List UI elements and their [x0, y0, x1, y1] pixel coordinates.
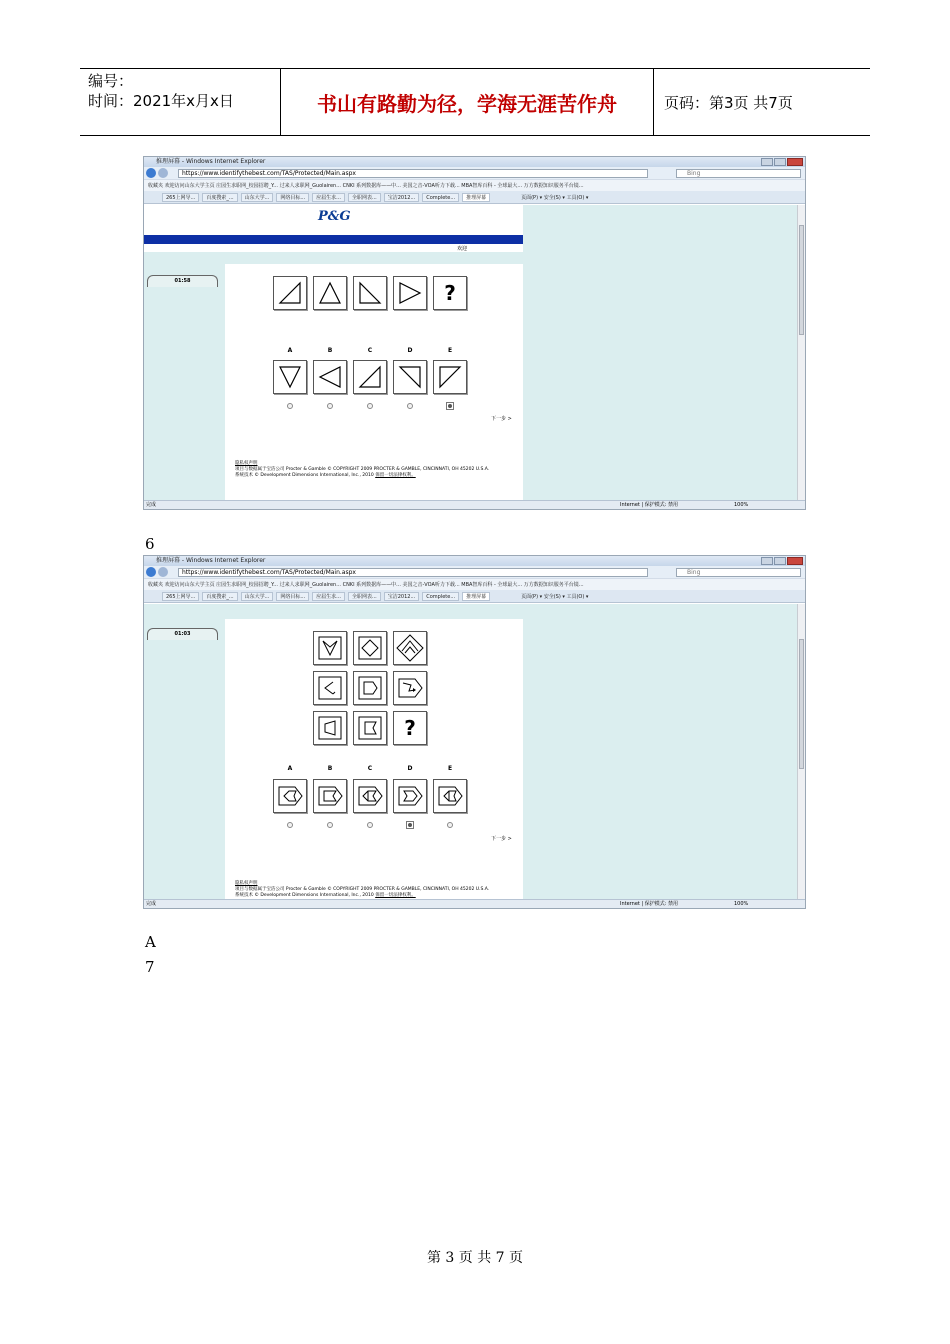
- matrix-figure-1-2: [353, 631, 387, 665]
- window-title: 推理屏幕 - Windows Internet Explorer: [156, 158, 266, 165]
- option-radio-d[interactable]: [407, 403, 413, 409]
- option-figure-b[interactable]: [313, 779, 347, 813]
- copyright-line: 项目与数据属于宝洁公司 Procter & Gamble © COPYRIGHT 2009 PROCTER & GAMBLE, CINCINNATI, OH 45202 U.S.A.: [235, 887, 490, 892]
- option-radio-a[interactable]: [287, 822, 293, 828]
- tab-active[interactable]: 推理屏幕: [462, 592, 490, 601]
- option-radio-c[interactable]: [367, 822, 373, 828]
- tab-strip: [144, 191, 805, 204]
- tab[interactable]: 网络目标...: [276, 193, 309, 202]
- header-page-label: 页码：第3页 共7页: [664, 94, 793, 112]
- option-figure-d[interactable]: [393, 779, 427, 813]
- status-text: 完成: [146, 502, 157, 508]
- welcome-text: 欢迎: [457, 246, 468, 252]
- back-icon[interactable]: [146, 168, 156, 178]
- option-figure-e[interactable]: [433, 360, 467, 394]
- header-meta: [80, 69, 281, 136]
- tab[interactable]: 265上网导...: [162, 193, 199, 202]
- tech-line: 系统技术 © Development Dimensions International, Inc., 2010: [235, 893, 374, 898]
- tab[interactable]: 宝洁2012...: [384, 592, 420, 601]
- tab[interactable]: 应届生求...: [312, 592, 345, 601]
- tab[interactable]: 百度搜索_...: [202, 193, 237, 202]
- rights-link[interactable]: 保留一切法律权利。: [375, 893, 416, 898]
- matrix-figure-3-2: [353, 711, 387, 745]
- page-footer-text: [235, 461, 489, 479]
- vertical-scrollbar[interactable]: [797, 604, 805, 899]
- answer-text: A: [145, 933, 156, 951]
- page-footer-text: [235, 881, 489, 899]
- option-radio-b[interactable]: [327, 403, 333, 409]
- matrix-figure-1-3: [393, 631, 427, 665]
- option-label-e: E: [447, 765, 453, 772]
- rights-link[interactable]: 保留一切法律权利。: [375, 473, 416, 478]
- timer: 01:58: [147, 275, 218, 287]
- toolbar-menus[interactable]: 页面(P) ▾ 安全(S) ▾ 工具(O) ▾: [521, 194, 589, 201]
- status-bar: [144, 899, 805, 908]
- blue-band: [144, 235, 523, 244]
- page-content: [144, 604, 798, 899]
- scrollbar-thumb[interactable]: [799, 639, 804, 769]
- vertical-scrollbar[interactable]: [797, 205, 805, 500]
- window-titlebar: [144, 157, 805, 167]
- option-figure-a[interactable]: [273, 360, 307, 394]
- url-field[interactable]: https://www.identifythebest.com/TAS/Protected/Main.aspx: [178, 169, 648, 178]
- option-figure-d[interactable]: [393, 360, 427, 394]
- favorites-bar[interactable]: 收藏夹 欢迎访问山东大学主页 庄园生求职网_校园招聘_Y... 过来人求职网_Guolairen... CNKI 系列数据库——中... 美国之音-VOA听力下载... MBA智库百科 - 全球最大... 万方数据知识服务平台镜...: [144, 179, 805, 191]
- forward-icon[interactable]: [158, 567, 168, 577]
- sequence-figure-1: [273, 276, 307, 310]
- search-field[interactable]: Bing: [676, 568, 801, 577]
- security-zone: Internet | 保护模式: 禁用: [620, 502, 678, 508]
- option-radio-c[interactable]: [367, 403, 373, 409]
- page-footer: 第 3 页 共 7 页: [426, 1250, 524, 1266]
- search-field[interactable]: Bing: [676, 169, 801, 178]
- option-label-c: C: [367, 765, 373, 772]
- question-number-6: 6: [145, 535, 155, 553]
- option-figure-c[interactable]: [353, 360, 387, 394]
- question-panel: [225, 619, 523, 901]
- option-label-d: D: [407, 347, 413, 354]
- pg-logo: P&G: [318, 209, 351, 224]
- option-figure-b[interactable]: [313, 360, 347, 394]
- zoom-level[interactable]: 100%: [734, 901, 749, 907]
- window-buttons: [761, 158, 803, 166]
- tab[interactable]: 网络目标...: [276, 592, 309, 601]
- timer: 01:03: [147, 628, 218, 640]
- status-bar: [144, 500, 805, 509]
- close-button[interactable]: [787, 158, 803, 166]
- serial-label: 编号：: [88, 72, 134, 90]
- time-label: 时间：2021年x月x日: [88, 92, 234, 110]
- window-titlebar: [144, 556, 805, 566]
- option-radio-e[interactable]: [447, 822, 453, 828]
- minimize-button[interactable]: [761, 158, 773, 166]
- tab[interactable]: Complete...: [422, 193, 459, 202]
- question-mark-box: ?: [433, 276, 467, 310]
- option-radio-d-selected[interactable]: [406, 821, 414, 829]
- tab[interactable]: 全职网表...: [348, 193, 381, 202]
- tab[interactable]: 山东大学...: [241, 193, 274, 202]
- matrix-figure-3-1: [313, 711, 347, 745]
- matrix-figure-2-1: [313, 671, 347, 705]
- option-label-c: C: [367, 347, 373, 354]
- tab[interactable]: 265上网导...: [162, 592, 199, 601]
- document-header: [80, 68, 870, 136]
- option-label-d: D: [407, 765, 413, 772]
- tab-active[interactable]: 推理屏幕: [462, 193, 490, 202]
- maximize-button[interactable]: [774, 158, 786, 166]
- welcome-strip: [144, 244, 523, 252]
- window-title: 推理屏幕 - Windows Internet Explorer: [156, 557, 266, 564]
- copyright-line: 项目与数据属于宝洁公司 Procter & Gamble © COPYRIGHT 2009 PROCTER & GAMBLE, CINCINNATI, OH 45202 U.S.A.: [235, 467, 490, 472]
- option-figure-a[interactable]: [273, 779, 307, 813]
- status-text: 完成: [146, 901, 157, 907]
- sequence-figure-4: [393, 276, 427, 310]
- matrix-figure-1-1: [313, 631, 347, 665]
- tab[interactable]: 百度搜索_...: [202, 592, 237, 601]
- tab[interactable]: 宝洁2012...: [384, 193, 420, 202]
- option-label-a: A: [287, 347, 293, 354]
- url-field[interactable]: https://www.identifythebest.com/TAS/Protected/Main.aspx: [178, 568, 648, 577]
- option-label-b: B: [327, 765, 333, 772]
- minimize-button[interactable]: [761, 557, 773, 565]
- privacy-link[interactable]: 隐私权声明: [235, 461, 258, 466]
- back-icon[interactable]: [146, 567, 156, 577]
- address-bar: [144, 167, 805, 179]
- close-button[interactable]: [787, 557, 803, 565]
- option-radio-a[interactable]: [287, 403, 293, 409]
- security-zone: Internet | 保护模式: 禁用: [620, 901, 678, 907]
- address-bar: [144, 566, 805, 578]
- tech-line: 系统技术 © Development Dimensions International, Inc., 2010: [235, 473, 374, 478]
- tab[interactable]: 应届生求...: [312, 193, 345, 202]
- header-motto: 书山有路勤为径，学海无涯苦作舟: [281, 69, 654, 136]
- window-buttons: [761, 557, 803, 565]
- matrix-figure-2-2: [353, 671, 387, 705]
- tab[interactable]: 全职网表...: [348, 592, 381, 601]
- tab[interactable]: 山东大学...: [241, 592, 274, 601]
- tab[interactable]: Complete...: [422, 592, 459, 601]
- scrollbar-thumb[interactable]: [799, 225, 804, 335]
- logo-area: [144, 205, 523, 235]
- sequence-figure-2: [313, 276, 347, 310]
- browser-screenshot-1: [143, 156, 806, 510]
- maximize-button[interactable]: [774, 557, 786, 565]
- option-figure-c[interactable]: [353, 779, 387, 813]
- question-mark-box: ?: [393, 711, 427, 745]
- option-figure-e[interactable]: [433, 779, 467, 813]
- privacy-link[interactable]: 隐私权声明: [235, 881, 258, 886]
- next-link[interactable]: 下一步 >: [491, 836, 512, 842]
- matrix-figure-2-3: [393, 671, 427, 705]
- option-label-e: E: [447, 347, 453, 354]
- option-radio-b[interactable]: [327, 822, 333, 828]
- toolbar-menus[interactable]: 页面(P) ▾ 安全(S) ▾ 工具(O) ▾: [521, 593, 589, 600]
- question-panel: [225, 264, 523, 510]
- question-number-7: 7: [145, 958, 155, 976]
- sequence-figure-3: [353, 276, 387, 310]
- zoom-level[interactable]: 100%: [734, 502, 749, 508]
- next-link[interactable]: 下一步 >: [491, 416, 512, 422]
- option-label-b: B: [327, 347, 333, 354]
- page-content: [144, 205, 798, 500]
- option-label-a: A: [287, 765, 293, 772]
- favorites-bar[interactable]: 收藏夹 欢迎访问山东大学主页 庄园生求职网_校园招聘_Y... 过来人求职网_Guolairen... CNKI 系列数据库——中... 美国之音-VOA听力下载... MBA智库百科 - 全球最大... 万方数据知识服务平台镜...: [144, 578, 805, 590]
- tab-strip: [144, 590, 805, 603]
- browser-screenshot-2: [143, 555, 806, 909]
- option-radio-e-selected[interactable]: [446, 402, 454, 410]
- forward-icon[interactable]: [158, 168, 168, 178]
